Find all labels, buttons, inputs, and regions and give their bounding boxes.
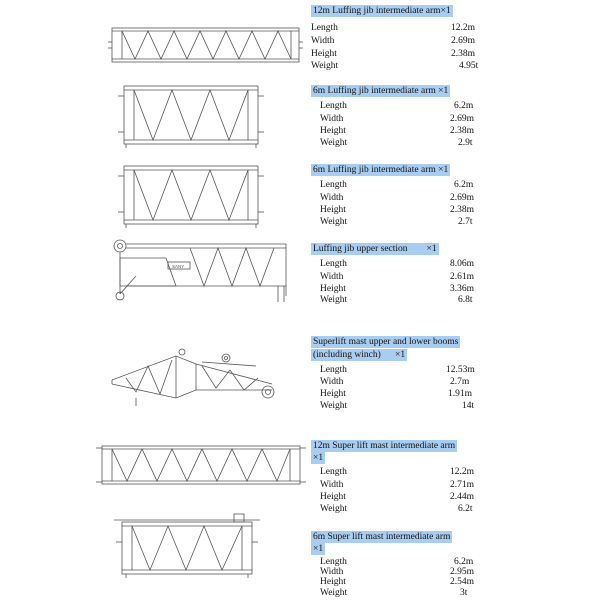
- drawing-6m-luffing-jib-arm-2: [116, 162, 266, 230]
- drawing-6m-superlift-mast-arm: [114, 512, 260, 580]
- section-title-line-2: ×1: [313, 453, 324, 463]
- sany-logo: SANY: [172, 264, 185, 269]
- drawing-luffing-jib-upper-section: [106, 236, 296, 308]
- drawing-12m-luffing-jib-arm: [108, 22, 303, 68]
- drawing-6m-luffing-jib-arm-1: [116, 82, 266, 150]
- drawing-superlift-mast-booms: [106, 344, 282, 414]
- section-title: Luffing jib upper section ×1: [313, 244, 437, 254]
- section-title: 6m Luffing jib intermediate arm ×1: [313, 165, 449, 175]
- section-title-line-2: (including winch) ×1: [313, 350, 406, 360]
- section-title: 12m Luffing jib intermediate arm×1: [313, 6, 451, 16]
- section-title-line-1: Superlift mast upper and lower booms: [313, 337, 459, 347]
- section-title-line-2: ×1: [313, 544, 324, 554]
- drawing-12m-superlift-mast-arm: [96, 440, 306, 490]
- section-title-line-1: 6m Super lift mast intermediate arm: [313, 532, 451, 542]
- section-title-line-1: 12m Super lift mast intermediate arm: [313, 441, 456, 451]
- section-title: 6m Luffing jib intermediate arm ×1: [313, 86, 449, 96]
